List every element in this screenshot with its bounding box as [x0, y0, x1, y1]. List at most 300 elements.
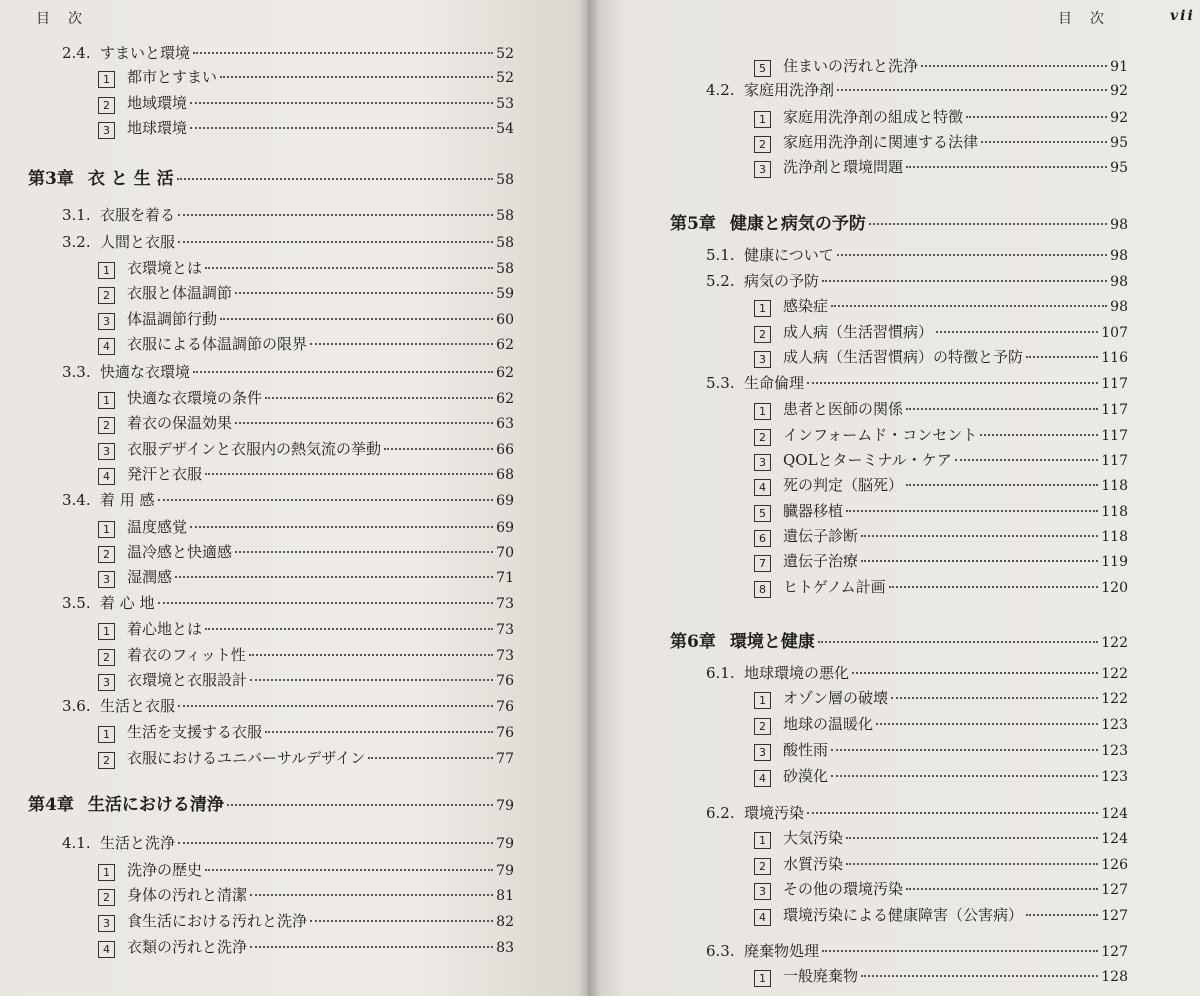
toc-entry [754, 853, 1128, 874]
toc-page-number: 76 [496, 725, 514, 741]
section-number: 3.3. [62, 363, 91, 381]
leader-dots [906, 166, 1107, 168]
toc-page-number: 123 [1101, 743, 1128, 759]
toc-page-number: 128 [1101, 969, 1128, 985]
section-number: 3.2. [62, 233, 91, 251]
item-number-box: 2 [754, 429, 771, 446]
toc-title: 酸性雨 [783, 741, 829, 759]
leader-dots [310, 920, 493, 922]
toc-page-number: 53 [496, 96, 514, 112]
item-number-box: 2 [98, 417, 115, 434]
toc-page-number: 92 [1110, 83, 1128, 99]
toc-entry [754, 424, 1128, 445]
leader-dots [178, 214, 493, 216]
toc-title: 体温調節行動 [127, 310, 218, 328]
toc-title: 身体の汚れと清潔 [127, 886, 248, 904]
toc-title: 衣服におけるユニバーサルデザイン [127, 749, 366, 767]
toc-page-number: 60 [496, 312, 514, 328]
item-number-box: 1 [754, 832, 771, 849]
item-number-box: 1 [98, 392, 115, 409]
leader-dots [822, 950, 1098, 952]
toc-title: 家庭用洗浄剤 [744, 81, 835, 99]
toc-entry [98, 438, 514, 459]
toc-title: 生命倫理 [744, 374, 805, 392]
toc-entry [754, 550, 1128, 571]
toc-page-number: 127 [1101, 944, 1128, 960]
right-toc [588, 0, 1200, 996]
section-number: 3.6. [62, 697, 91, 715]
toc-page-number: 91 [1110, 59, 1128, 75]
leader-dots [1026, 914, 1098, 916]
right-page-header: 目 次 [1058, 11, 1106, 27]
toc-title: 発汗と衣服 [127, 465, 203, 483]
item-number-box: 2 [754, 136, 771, 153]
item-number-box: 2 [754, 858, 771, 875]
toc-page-number: 62 [496, 365, 514, 381]
leader-dots [249, 654, 493, 656]
toc-entry [754, 576, 1128, 597]
toc-page-number: 118 [1101, 504, 1128, 520]
toc-title: 地球の温暖化 [783, 715, 874, 733]
toc-entry [754, 321, 1128, 342]
toc-page-number: 79 [496, 798, 514, 814]
leader-dots [178, 241, 493, 243]
toc-title: 生活における清浄 [87, 795, 224, 815]
toc-title: 人間と衣服 [100, 233, 176, 251]
section-number: 3.4. [62, 491, 91, 509]
left-page [0, 0, 588, 996]
leader-dots [193, 371, 493, 373]
toc-page-number: 98 [1110, 248, 1128, 264]
leader-dots [190, 127, 493, 129]
item-number-box: 2 [98, 546, 115, 563]
chapter-number: 第5章 [670, 214, 716, 234]
toc-title: 大気汚染 [783, 829, 844, 847]
toc-title: 水質汚染 [783, 855, 844, 873]
toc-title: 地球環境 [127, 119, 188, 137]
toc-title: 着衣の保温効果 [127, 414, 233, 432]
toc-title: 健康と病気の予防 [729, 214, 866, 234]
leader-dots [831, 305, 1107, 307]
toc-page-number: 73 [496, 622, 514, 638]
item-number-box: 1 [98, 623, 115, 640]
toc-page-number: 81 [496, 888, 514, 904]
toc-title: 環境汚染 [744, 804, 805, 822]
item-number-box: 1 [754, 403, 771, 420]
toc-title: ヒトゲノム計画 [783, 578, 886, 596]
toc-entry [98, 669, 514, 690]
toc-entry [62, 361, 514, 382]
toc-page-number: 66 [496, 442, 514, 458]
toc-page-number: 118 [1101, 478, 1128, 494]
toc-page-number: 69 [496, 493, 514, 509]
toc-page-number: 62 [496, 391, 514, 407]
item-number-box: 6 [754, 530, 771, 547]
toc-page-number: 127 [1101, 908, 1128, 924]
item-number-box: 2 [754, 326, 771, 343]
toc-title: 洗浄の歴史 [127, 861, 203, 879]
toc-title: 生活を支援する衣服 [127, 723, 263, 741]
toc-title: 砂漠化 [783, 767, 829, 785]
toc-page-number: 70 [496, 545, 514, 561]
toc-title: QOLとターミナル・ケア [783, 451, 952, 469]
toc-entry [754, 878, 1128, 899]
leader-dots [368, 757, 493, 759]
toc-page-number: 79 [496, 836, 514, 852]
leader-dots [220, 76, 493, 78]
leader-dots [891, 697, 1098, 699]
leader-dots [193, 52, 493, 54]
item-number-box: 2 [98, 889, 115, 906]
item-number-box: 1 [754, 970, 771, 987]
leader-dots [822, 280, 1107, 282]
leader-dots [869, 223, 1107, 225]
leader-dots [906, 408, 1098, 410]
toc-page-number: 98 [1110, 299, 1128, 315]
toc-entry [98, 333, 514, 354]
toc-page-number: 127 [1101, 882, 1128, 898]
toc-title: 家庭用洗浄剤の組成と特徴 [783, 108, 964, 126]
toc-entry [754, 474, 1128, 495]
section-number: 4.2. [706, 81, 735, 99]
toc-entry [98, 721, 514, 742]
toc-title: 着衣のフィット性 [127, 646, 246, 664]
item-number-box: 3 [754, 454, 771, 471]
item-number-box: 8 [754, 581, 771, 598]
section-number: 2.4. [62, 44, 91, 62]
toc-page-number: 73 [496, 596, 514, 612]
chapter-number: 第6章 [670, 632, 716, 652]
leader-dots [158, 499, 494, 501]
toc-entry [754, 687, 1128, 708]
leader-dots [250, 946, 493, 948]
leader-dots [190, 102, 493, 104]
section-number: 5.3. [706, 374, 735, 392]
item-number-box: 2 [98, 287, 115, 304]
toc-entry [62, 695, 514, 716]
leader-dots [889, 586, 1099, 588]
toc-page-number: 58 [496, 208, 514, 224]
toc-title: 着 心 地 [100, 594, 155, 612]
toc-entry [62, 832, 514, 853]
toc-entry [754, 739, 1128, 760]
section-number: 5.1. [706, 246, 735, 264]
toc-entry [98, 387, 514, 408]
toc-page-number: 117 [1101, 376, 1128, 392]
leader-dots [250, 679, 493, 681]
item-number-box: 3 [754, 161, 771, 178]
section-number: 3.5. [62, 594, 91, 612]
toc-page-number: 62 [496, 337, 514, 353]
toc-title: 環境と健康 [729, 632, 815, 652]
toc-title: 臓器移植 [783, 502, 844, 520]
toc-entry [62, 489, 514, 510]
toc-entry [98, 412, 514, 433]
toc-page-number: 92 [1110, 110, 1128, 126]
toc-title: 都市とすまい [127, 68, 218, 86]
leader-dots [807, 382, 1098, 384]
toc-title: 感染症 [783, 297, 829, 315]
toc-entry [28, 164, 514, 189]
toc-entry [754, 449, 1128, 470]
toc-entry [28, 790, 514, 815]
item-number-box: 7 [754, 555, 771, 572]
toc-page-number: 119 [1101, 554, 1128, 570]
toc-page-number: 120 [1101, 580, 1128, 596]
leader-dots [227, 804, 493, 806]
section-number: 4.1. [62, 834, 91, 852]
item-number-box: 3 [98, 122, 115, 139]
item-number-box: 4 [98, 941, 115, 958]
toc-page-number: 122 [1101, 635, 1128, 651]
chapter-number: 第4章 [28, 795, 74, 815]
toc-entry [754, 106, 1128, 127]
leader-dots [846, 837, 1098, 839]
toc-title: 家庭用洗浄剤に関連する法律 [783, 133, 979, 151]
toc-entry [706, 662, 1128, 683]
leader-dots [846, 863, 1098, 865]
item-number-box: 3 [754, 744, 771, 761]
leader-dots [235, 292, 493, 294]
item-number-box: 1 [754, 300, 771, 317]
toc-entry [754, 713, 1128, 734]
toc-page-number: 98 [1110, 274, 1128, 290]
toc-entry [98, 308, 514, 329]
item-number-box: 1 [754, 111, 771, 128]
toc-page-number: 117 [1101, 428, 1128, 444]
item-number-box: 2 [754, 718, 771, 735]
toc-page-number: 77 [496, 751, 514, 767]
leader-dots [831, 749, 1098, 751]
leader-dots [190, 526, 493, 528]
toc-entry [706, 802, 1128, 823]
leader-dots [310, 343, 493, 345]
toc-page-number: 95 [1110, 160, 1128, 176]
toc-entry [706, 270, 1128, 291]
leader-dots [837, 254, 1107, 256]
toc-entry [754, 346, 1128, 367]
toc-page-number: 123 [1101, 717, 1128, 733]
toc-entry [98, 66, 514, 87]
leader-dots [852, 672, 1098, 674]
item-number-box: 4 [754, 770, 771, 787]
toc-page-number: 71 [496, 570, 514, 586]
leader-dots [265, 731, 493, 733]
leader-dots [175, 576, 493, 578]
toc-title: 生活と洗浄 [100, 834, 176, 852]
toc-entry [98, 566, 514, 587]
item-number-box: 4 [754, 909, 771, 926]
toc-entry [754, 500, 1128, 521]
item-number-box: 3 [98, 915, 115, 932]
item-number-box: 2 [98, 752, 115, 769]
leader-dots [205, 267, 493, 269]
toc-entry [706, 244, 1128, 265]
item-number-box: 3 [754, 883, 771, 900]
toc-title: 死の判定（脳死） [783, 476, 904, 494]
right-page-number: vii [1170, 8, 1195, 24]
toc-title: 衣 と 生 活 [87, 169, 174, 189]
item-number-box: 1 [98, 864, 115, 881]
toc-entry [98, 644, 514, 665]
toc-page-number: 122 [1101, 691, 1128, 707]
toc-title: 成人病（生活習慣病）の特徴と予防 [783, 348, 1024, 366]
toc-title: 衣服を着る [100, 206, 176, 224]
leader-dots [861, 975, 1098, 977]
toc-title: 快適な衣環境の条件 [127, 389, 263, 407]
leader-dots [807, 812, 1098, 814]
toc-entry [98, 936, 514, 957]
toc-title: 遺伝子診断 [783, 527, 859, 545]
left-page-header: 目 次 [36, 11, 84, 27]
toc-page-number: 54 [496, 121, 514, 137]
toc-title: 着 用 感 [100, 491, 155, 509]
toc-page-number: 63 [496, 416, 514, 432]
leader-dots [980, 434, 1098, 436]
leader-dots [966, 116, 1107, 118]
leader-dots [178, 842, 493, 844]
item-number-box: 3 [98, 443, 115, 460]
toc-entry [754, 398, 1128, 419]
toc-page-number: 76 [496, 699, 514, 715]
toc-title: 衣環境と衣服設計 [127, 671, 248, 689]
leader-dots [1026, 356, 1098, 358]
toc-page-number: 116 [1101, 350, 1128, 366]
toc-entry [62, 42, 514, 63]
leader-dots [250, 894, 493, 896]
toc-title: 衣服による体温調節の限界 [127, 335, 308, 353]
toc-title: 衣服デザインと衣服内の熱気流の挙動 [127, 440, 381, 458]
toc-entry [754, 525, 1128, 546]
toc-entry [62, 204, 514, 225]
toc-page-number: 68 [496, 467, 514, 483]
leader-dots [178, 705, 493, 707]
leader-dots [235, 551, 493, 553]
item-number-box: 5 [754, 60, 771, 77]
toc-entry [98, 747, 514, 768]
toc-entry [706, 372, 1128, 393]
section-number: 5.2. [706, 272, 735, 290]
toc-title: 快適な衣環境 [100, 363, 191, 381]
toc-page-number: 98 [1110, 217, 1128, 233]
leader-dots [955, 459, 1098, 461]
item-number-box: 2 [98, 649, 115, 666]
leader-dots [158, 602, 494, 604]
item-number-box: 1 [98, 726, 115, 743]
toc-title: 環境汚染による健康障害（公害病） [783, 906, 1024, 924]
toc-entry [98, 463, 514, 484]
toc-page-number: 107 [1101, 325, 1128, 341]
toc-page-number: 59 [496, 286, 514, 302]
item-number-box: 4 [98, 338, 115, 355]
item-number-box: 1 [98, 71, 115, 88]
section-number: 3.1. [62, 206, 91, 224]
leader-dots [177, 178, 494, 180]
toc-page-number: 79 [496, 863, 514, 879]
item-number-box: 5 [754, 505, 771, 522]
toc-entry [754, 765, 1128, 786]
leader-dots [861, 560, 1098, 562]
toc-title: 食生活における汚れと洗浄 [127, 912, 308, 930]
item-number-box: 3 [754, 351, 771, 368]
toc-title: 衣類の汚れと洗浄 [127, 938, 248, 956]
toc-page-number: 124 [1101, 831, 1128, 847]
item-number-box: 2 [98, 97, 115, 114]
toc-entry [754, 131, 1128, 152]
leader-dots [906, 484, 1098, 486]
toc-title: 地域環境 [127, 94, 188, 112]
leader-dots [837, 89, 1107, 91]
toc-entry [754, 827, 1128, 848]
toc-page-number: 122 [1101, 666, 1128, 682]
toc-page-number: 58 [496, 172, 514, 188]
leader-dots [818, 641, 1098, 643]
section-number: 6.3. [706, 942, 735, 960]
toc-title: 衣服と体温調節 [127, 284, 233, 302]
toc-title: 地球環境の悪化 [744, 664, 850, 682]
item-number-box: 3 [98, 571, 115, 588]
toc-title: 患者と医師の関係 [783, 400, 904, 418]
item-number-box: 4 [98, 468, 115, 485]
toc-entry [706, 940, 1128, 961]
toc-entry [98, 257, 514, 278]
toc-title: 廃棄物処理 [744, 942, 820, 960]
toc-entry [98, 910, 514, 931]
toc-title: 湿潤感 [127, 568, 173, 586]
toc-page-number: 52 [496, 70, 514, 86]
toc-entry [706, 79, 1128, 100]
toc-page-number: 58 [496, 235, 514, 251]
leader-dots [981, 141, 1107, 143]
chapter-number: 第3章 [28, 169, 74, 189]
toc-title: 生活と衣服 [100, 697, 176, 715]
toc-entry [754, 156, 1128, 177]
item-number-box: 4 [754, 479, 771, 496]
toc-entry [98, 282, 514, 303]
toc-title: すまいと環境 [100, 44, 191, 62]
item-number-box: 1 [754, 692, 771, 709]
toc-entry [98, 859, 514, 880]
toc-page-number: 124 [1101, 806, 1128, 822]
toc-entry [670, 627, 1128, 652]
toc-entry [62, 231, 514, 252]
toc-page-number: 123 [1101, 769, 1128, 785]
toc-entry [670, 209, 1128, 234]
toc-page-number: 69 [496, 520, 514, 536]
toc-page-number: 117 [1101, 402, 1128, 418]
toc-title: 着心地とは [127, 620, 203, 638]
toc-page-number: 52 [496, 46, 514, 62]
toc-entry [98, 618, 514, 639]
toc-entry [98, 541, 514, 562]
toc-title: 成人病（生活習慣病） [783, 323, 934, 341]
leader-dots [265, 397, 493, 399]
leader-dots [906, 888, 1098, 890]
toc-page-number: 58 [496, 261, 514, 277]
toc-title: オゾン層の破壊 [783, 689, 889, 707]
toc-entry [62, 592, 514, 613]
toc-title: 一般廃棄物 [783, 967, 859, 985]
leader-dots [205, 628, 493, 630]
toc-title: 住まいの汚れと洗浄 [783, 57, 919, 75]
section-number: 6.1. [706, 664, 735, 682]
toc-page-number: 126 [1101, 857, 1128, 873]
leader-dots [384, 448, 493, 450]
left-toc [0, 0, 588, 996]
section-number: 6.2. [706, 804, 735, 822]
toc-entry [98, 117, 514, 138]
toc-entry [754, 904, 1128, 925]
